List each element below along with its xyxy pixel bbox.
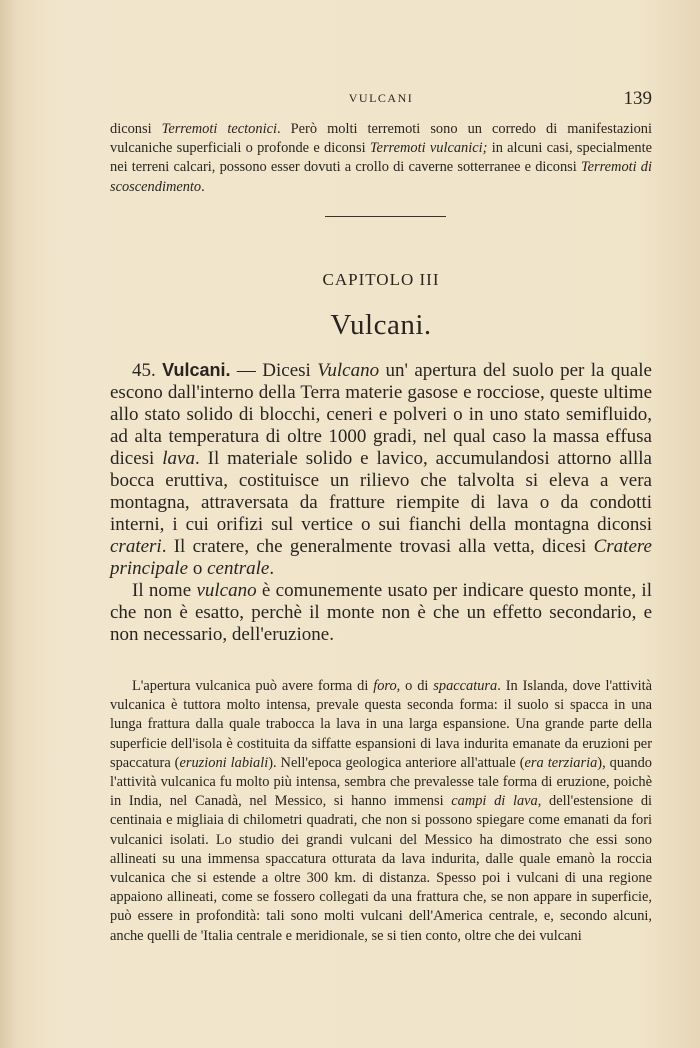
page-number: 139	[623, 88, 652, 109]
chapter-label: CAPITOLO III	[322, 270, 440, 289]
small-print-paragraph: L'apertura vulcanica può avere forma di foro, o di spaccatura. In Islanda, dove l'attività vulcanica è tuttora molto intensa, prevale questa seconda forma: il suolo si spacca in una lunga frattura dalla quale trabocca la lava in una larga espansione. Una grande parte della superficie dell'isola è costituita da siffatte espansioni di lava indurita emanate da eruzioni per spaccatura (eruzioni labiali). Nell'epoca geologica anteriore all'attuale (era terziaria), quando l'attività vulcanica fu molto più intensa, sembra che prevalesse tale forma di eruzione, poichè in India, nel Canadà, nel Messico, si hanno immensi campi di lava, dell'estensione di centinaia e migliaia di chilometri quadrati, che non si possono spiegare come emanati da fori vulcanici isolati. Lo studio dei grandi vulcani del Messico ha dimostrato che essi sono allineati su una immensa spaccatura otturata da lava indurita, dalle quale emanò la roccia vulcanica che si estende a oltre 300 km. di distanza. Spesso poi i vulcani di una regione appaiono allineati, come se fossero collegati da una frattura che, se non appare in superficie, può essere in profondità: tali sono molti vulcani dell'America centrale, e, secondo alcuni, anche quelli de 'Italia centrale e meridionale, se si tien conto, oltre che dei vulcani	[110, 678, 653, 944]
section-45-paragraph-1: 45. Vulcani. — Dicesi Vulcano un' apertura del suolo per la quale escono dall'interno della Terra materie gasose e rocciose, queste ultime allo stato solido di blocchi, ceneri e polveri o in uno stato semifluido, ad alta temperatura di oltre 1000 gradi, nel qual caso la massa effusa dicesi lava. Il materiale solido e lavico, accumulandosi attorno allla bocca eruttiva, costituisce un rilievo che talvolta si eleva a vera montagna, attraversata da fratture riempite di lava o da condotti interni, i cui orifizi sul vertice o sui fianchi della montagna diconsi crateri. Il cratere, che generalmente trovasi alla vetta, dicesi Cratere principale o centrale.	[110, 360, 652, 579]
top-note-paragraph: diconsi Terremoti tectonici. Però molti terremoti sono un corredo di manifestazioni vulcaniche superficiali o profonde e diconsi Terremoti vulcanici; in alcuni casi, specialmente nei terreni calcari, possono esser dovuti a crollo di caverne sotterranee e diconsi Terremoti di scoscendimento.	[110, 121, 653, 195]
page-header	[110, 88, 652, 112]
chapter-title: Vulcani.	[330, 309, 432, 341]
running-title: VULCANI	[348, 91, 414, 105]
section-title: Vulcani.	[162, 360, 231, 380]
section-divider	[325, 216, 446, 217]
section-number: 45.	[132, 360, 163, 381]
section-45-body	[110, 359, 652, 646]
section-45-paragraph-2: Il nome vulcano è comunemente usato per indicare questo monte, il che non è esatto, perchè il monte non è che un effetto secondario, e non necessario, dell'eruzione.	[110, 580, 652, 645]
